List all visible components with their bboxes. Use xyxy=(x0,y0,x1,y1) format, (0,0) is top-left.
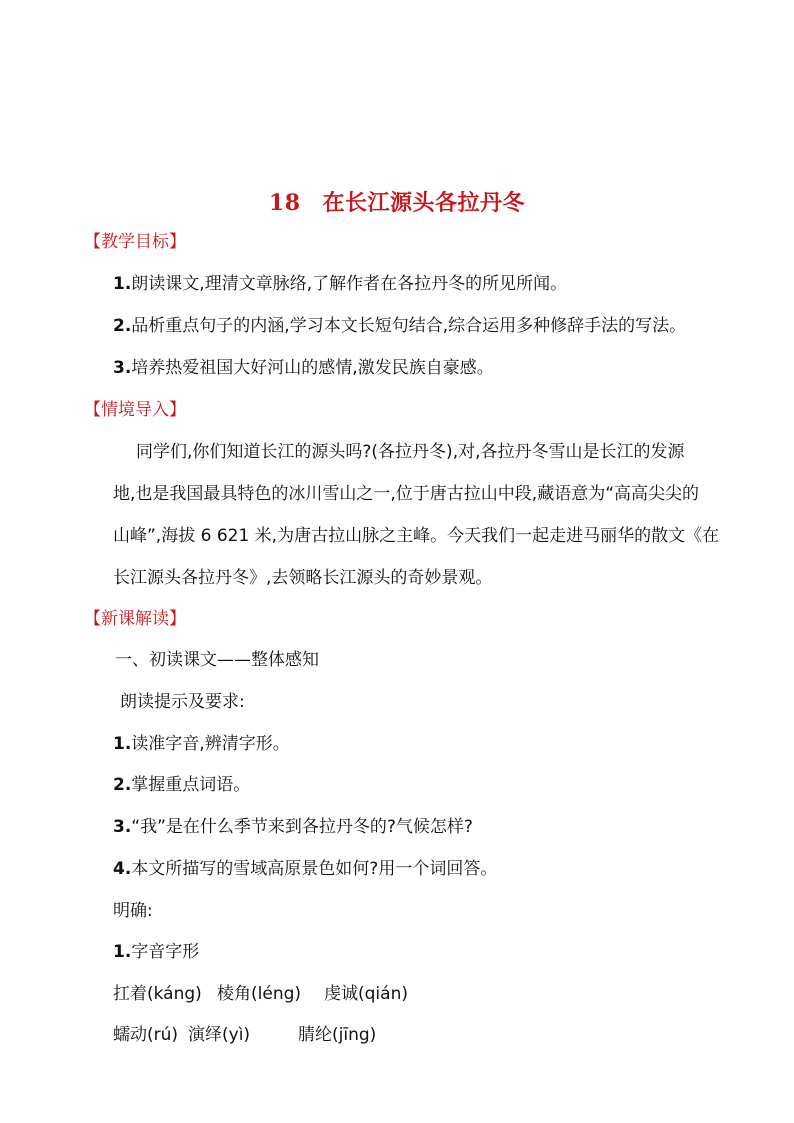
intro-paragraph-line: 长江源头各拉丹冬》,去领略长江源头的奇妙景观。 xyxy=(113,568,493,588)
pronunciation-item: 棱角(léng) xyxy=(217,984,302,1004)
intro-paragraph-line: 同学们,你们知道长江的源头吗?(各拉丹冬),对,各拉丹冬雪山是长江的发源 xyxy=(136,442,685,462)
part-heading: 一、初读课文——整体感知 xyxy=(115,650,319,670)
tips-label: 朗读提示及要求: xyxy=(120,692,245,712)
section-new-lesson: 【新课解读】 xyxy=(84,609,186,629)
lesson-title: 在长江源头各拉丹冬 xyxy=(322,191,526,216)
pronunciation-item: 腈纶(jīng) xyxy=(298,1025,377,1045)
tip-item: 3.“我”是在什么季节来到各拉丹冬的?气候怎样? xyxy=(113,817,473,837)
objective-item: 1.朗读课文,理清文章脉络,了解作者在各拉丹冬的所见所闻。 xyxy=(113,274,568,294)
pronunciation-item: 扛着(káng) xyxy=(113,984,202,1004)
tip-item: 1.读准字音,辨清字形。 xyxy=(113,734,290,754)
objective-item: 2.品析重点句子的内涵,学习本文长短句结合,综合运用多种修辞手法的写法。 xyxy=(113,316,687,336)
pronunciation-heading: 1.字音字形 xyxy=(113,942,200,962)
section-intro: 【情境导入】 xyxy=(84,400,186,420)
intro-paragraph-line: 地,也是我国最具特色的冰川雪山之一,位于唐古拉山中段,藏语意为“高高尖尖的 xyxy=(113,484,700,504)
objective-item: 3.培养热爱祖国大好河山的感情,激发民族自豪感。 xyxy=(113,358,494,378)
clarify-label: 明确: xyxy=(113,901,153,921)
tip-item: 2.掌握重点词语。 xyxy=(113,775,251,795)
lesson-number: 18 xyxy=(268,190,301,216)
pronunciation-item: 演绎(yì) xyxy=(188,1025,251,1045)
intro-paragraph-line: 山峰”,海拔 6 621 米,为唐古拉山脉之主峰。今天我们一起走进马丽华的散文《在 xyxy=(113,526,720,546)
section-objectives: 【教学目标】 xyxy=(84,232,186,252)
page-title xyxy=(0,186,794,217)
pronunciation-item: 虔诚(qián) xyxy=(324,984,408,1004)
pronunciation-item: 蠕动(rú) xyxy=(113,1025,179,1045)
tip-item: 4.本文所描写的雪域高原景色如何?用一个词回答。 xyxy=(113,859,498,879)
